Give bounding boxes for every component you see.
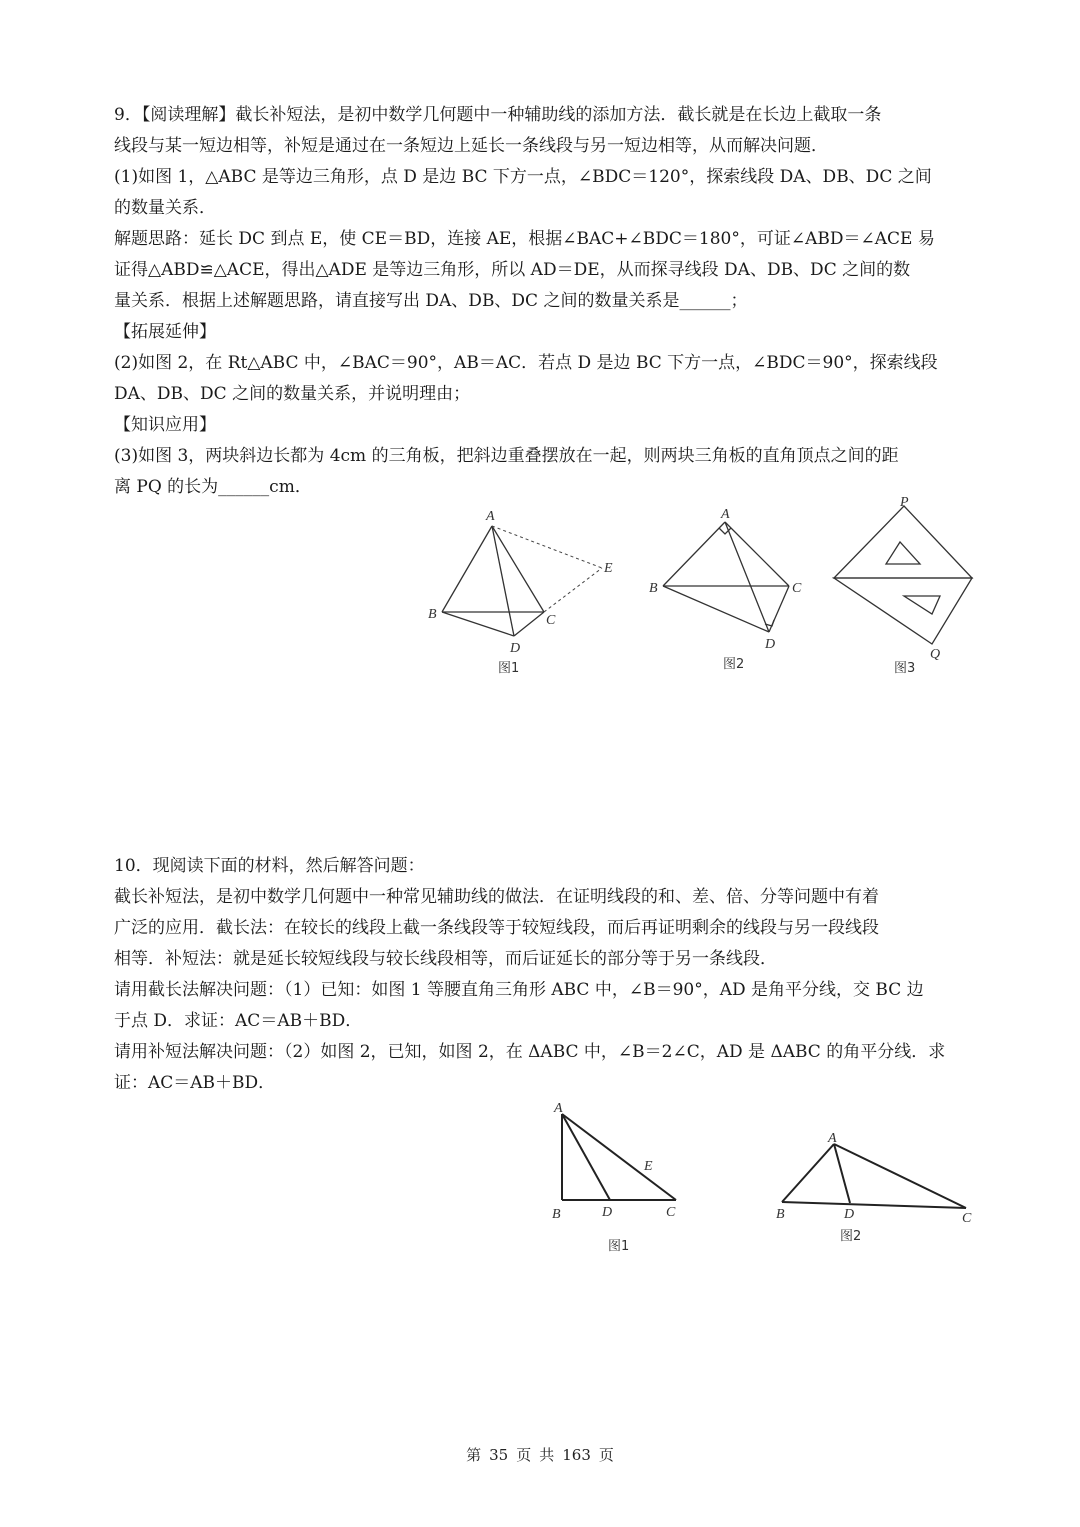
q10-figure-1-svg — [548, 1100, 698, 1260]
edge-AB — [782, 1144, 834, 1202]
q9-figure-2-svg — [645, 500, 815, 680]
q9-line-12: (3)如图 3，两块斜边长都为 4cm 的三角板，把斜边重叠摆放在一起，则两块三角板的直角顶点之间的距 — [114, 446, 899, 466]
label-C: C — [546, 613, 556, 628]
q10-line-7: 请用补短法解决问题：（2）如图 2，已知，如图 2，在 ΔABC 中，∠B＝2∠C，AD 是 ΔABC 的角平分线．求 — [114, 1042, 946, 1062]
caption: 图3 — [894, 661, 916, 676]
edge-AE-dashed — [492, 526, 602, 568]
q10-line-5: 请用截长法解决问题：（1）已知：如图 1 等腰直角三角形 ABC 中，∠B＝90°，AD 是角平分线，交 BC 边 — [114, 980, 924, 1000]
edge-CD — [514, 612, 544, 636]
label-D: D — [765, 637, 776, 652]
label-B: B — [776, 1207, 785, 1222]
q9-line-2: 线段与某一短边相等，补短是通过在一条短边上延长一条线段与另一短边相等，从而解决问题． — [114, 136, 828, 156]
q10-line-1: 10．现阅读下面的材料，然后解答问题： — [114, 856, 425, 876]
q9-figure-1-svg — [420, 500, 620, 680]
q10-figure-2 — [772, 1130, 982, 1250]
edge-BC — [782, 1202, 966, 1208]
edge-AC — [492, 526, 544, 612]
triangle-board-lower — [834, 578, 972, 644]
page-footer — [0, 1444, 1080, 1465]
label-P: P — [900, 495, 909, 510]
label-B: B — [428, 607, 437, 622]
label-A: A — [721, 507, 730, 522]
edge-AB — [663, 522, 725, 586]
footer-prefix: 第 — [466, 1446, 482, 1464]
triangle-board-upper — [834, 506, 972, 578]
label-B: B — [649, 581, 658, 596]
q9-line-11: 【知识应用】 — [114, 415, 216, 435]
edge-CE-dashed — [544, 568, 602, 612]
label-Q: Q — [930, 647, 941, 662]
edge-AC — [834, 1144, 966, 1208]
q9-line-6: 证得△ABD≌△ACE，得出△ADE 是等边三角形，所以 AD＝DE，从而探寻线段 DA、DB、DC 之间的数 — [114, 260, 911, 280]
q9-line-5: 解题思路：延长 DC 到点 E，使 CE＝BD，连接 AE，根据∠BAC+∠BDC＝180°，可证∠ABD＝∠ACE 易 — [114, 229, 935, 249]
q9-line-13: 离 PQ 的长为______cm． — [114, 477, 312, 497]
label-C: C — [962, 1211, 972, 1226]
caption: 图1 — [608, 1239, 630, 1254]
edge-AC — [562, 1114, 676, 1200]
q10-line-8: 证：AC＝AB＋BD． — [114, 1073, 276, 1093]
question-10 — [114, 851, 980, 1099]
caption: 图2 — [840, 1229, 862, 1244]
q9-line-1: 9．【阅读理解】截长补短法，是初中数学几何题中一种辅助线的添加方法．截长就是在长边上截取一条 — [114, 105, 882, 125]
q9-figure-3 — [828, 494, 988, 679]
edge-AD — [562, 1114, 610, 1200]
label-A: A — [828, 1131, 837, 1146]
label-A: A — [486, 509, 495, 524]
q10-line-3: 广泛的应用．截长法：在较长的线段上截一条线段等于较短线段，而后再证明剩余的线段与另一段线段 — [114, 918, 879, 938]
q10-figure-1 — [548, 1100, 698, 1260]
triangle-hole-lower — [904, 596, 940, 614]
label-E: E — [604, 561, 613, 576]
label-D: D — [844, 1207, 855, 1222]
label-A: A — [554, 1101, 563, 1116]
q9-line-4: 的数量关系． — [114, 198, 216, 218]
footer-page-word: 页 — [516, 1446, 532, 1464]
q9-line-7: 量关系．根据上述解题思路，请直接写出 DA、DB、DC 之间的数量关系是______； — [114, 291, 748, 311]
q10-line-2: 截长补短法，是初中数学几何题中一种常见辅助线的做法．在证明线段的和、差、倍、分等问题中有着 — [114, 887, 879, 907]
edge-AB — [442, 526, 492, 612]
edge-BD — [442, 612, 514, 636]
page-number: 35 — [489, 1446, 509, 1464]
footer-total-word: 共 — [539, 1446, 555, 1464]
question-9 — [114, 100, 980, 503]
q9-figure-3-svg — [828, 494, 988, 679]
caption: 图2 — [723, 657, 745, 672]
q9-line-3: (1)如图 1，△ABC 是等边三角形，点 D 是边 BC 下方一点，∠BDC＝120°，探索线段 DA、DB、DC 之间 — [114, 167, 932, 187]
edge-AD — [492, 526, 514, 636]
edge-AC — [725, 522, 789, 586]
footer-suffix: 页 — [598, 1446, 614, 1464]
q10-line-6: 于点 D．求证：AC＝AB＋BD． — [114, 1011, 363, 1031]
caption: 图1 — [498, 661, 520, 676]
q10-figure-2-svg — [772, 1130, 982, 1250]
total-pages: 163 — [562, 1446, 591, 1464]
q9-line-8: 【拓展延伸】 — [114, 322, 216, 342]
label-C: C — [666, 1205, 676, 1220]
q9-figure-2 — [645, 500, 815, 680]
q9-figure-1 — [420, 500, 620, 680]
q9-line-10: DA、DB、DC 之间的数量关系，并说明理由； — [114, 384, 471, 404]
triangle-hole-upper — [886, 542, 920, 564]
label-E: E — [644, 1159, 653, 1174]
label-B: B — [552, 1207, 561, 1222]
edge-AD — [834, 1144, 850, 1203]
label-C: C — [792, 581, 802, 596]
label-D: D — [602, 1205, 613, 1220]
label-D: D — [510, 641, 521, 656]
q10-line-4: 相等．补短法：就是延长较短线段与较长线段相等，而后证延长的部分等于另一条线段． — [114, 949, 777, 969]
q9-line-9: (2)如图 2，在 Rt△ABC 中，∠BAC＝90°，AB＝AC．若点 D 是边 BC 下方一点，∠BDC＝90°，探索线段 — [114, 353, 938, 373]
